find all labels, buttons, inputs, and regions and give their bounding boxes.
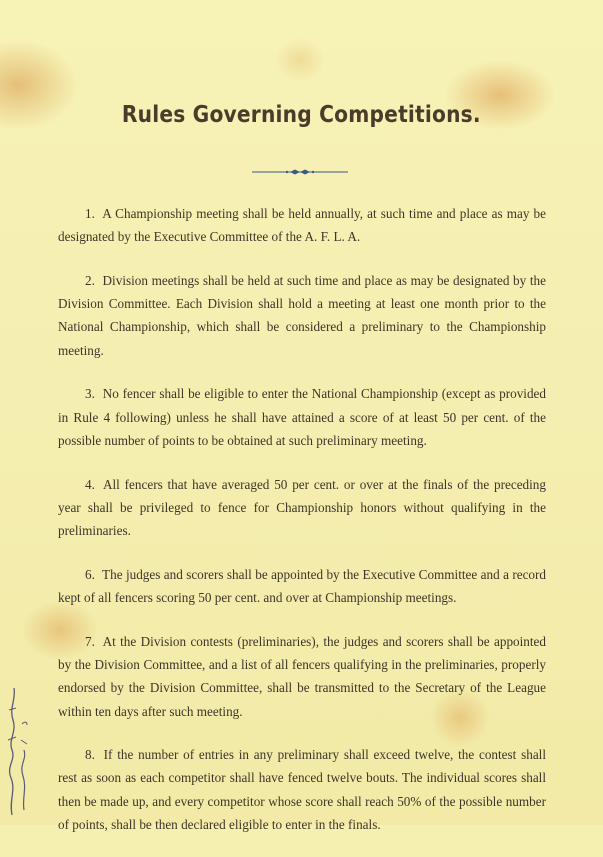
rule-item: [58, 743, 546, 836]
rule-number: 7.: [85, 633, 95, 649]
rules-list: [58, 202, 546, 857]
rule-text: All fencers that have averaged 50 per cent. or over at the finals of the preceding year shall be privileged to fence for Championship honors without qualifying in the preliminaries.: [58, 476, 546, 539]
rule-item: [58, 269, 546, 362]
rule-text: The judges and scorers shall be appointed by the Executive Committee and a record kept of all fencers scoring 50 per cent. and over at Championship meetings.: [58, 566, 546, 606]
rule-text: Division meetings shall be held at such time and place as may be designated by the Division Committee. Each Division shall hold a meeting at least one month prior to the National Championship, which shall be considered a preliminary to the Championship meeting.: [58, 272, 546, 358]
rule-text: At the Division contests (preliminaries), the judges and scorers shall be appointed by the Division Committee, and a list of all fencers qualifying in the preliminaries, properly endorsed by the Division Committee, shall be transmitted to the Secretary of the League within ten days after such meeting.: [58, 633, 546, 719]
rule-item: [58, 382, 546, 452]
document-title: Rules Governing Competitions.: [121, 102, 481, 128]
rule-number: 2.: [85, 272, 95, 288]
handwritten-margin-note: [4, 680, 32, 820]
rule-item: [58, 202, 546, 249]
rule-text: A Championship meeting shall be held annually, at such time and place as may be designated by the Executive Committee of the A. F. L. A.: [58, 206, 546, 245]
rule-text: No fencer shall be eligible to enter the National Championship (except as provided in Rule 4 following) unless he shall have attained a score of at least 50 per cent. of the possible number of points to be obtained at such preliminary meeting.: [58, 386, 547, 448]
rule-item: [58, 563, 546, 610]
rule-number: 3.: [85, 386, 95, 402]
rule-text: If the number of entries in any preliminary shall exceed twelve, the contest shall rest as soon as each competitor shall have fenced twelve bouts. The individual scores shall then be made up, and every competitor whose score shall reach 50% of the possible number of points, shall be then declared eligible to enter in the finals.: [58, 747, 546, 833]
rule-number: 1.: [85, 206, 95, 221]
rule-number: 6.: [85, 566, 95, 582]
rule-number: 4.: [85, 476, 95, 492]
rule-item: [58, 473, 546, 543]
rule-item: [58, 630, 546, 723]
rule-number: 8.: [85, 747, 95, 763]
title-ornament: [252, 167, 348, 177]
